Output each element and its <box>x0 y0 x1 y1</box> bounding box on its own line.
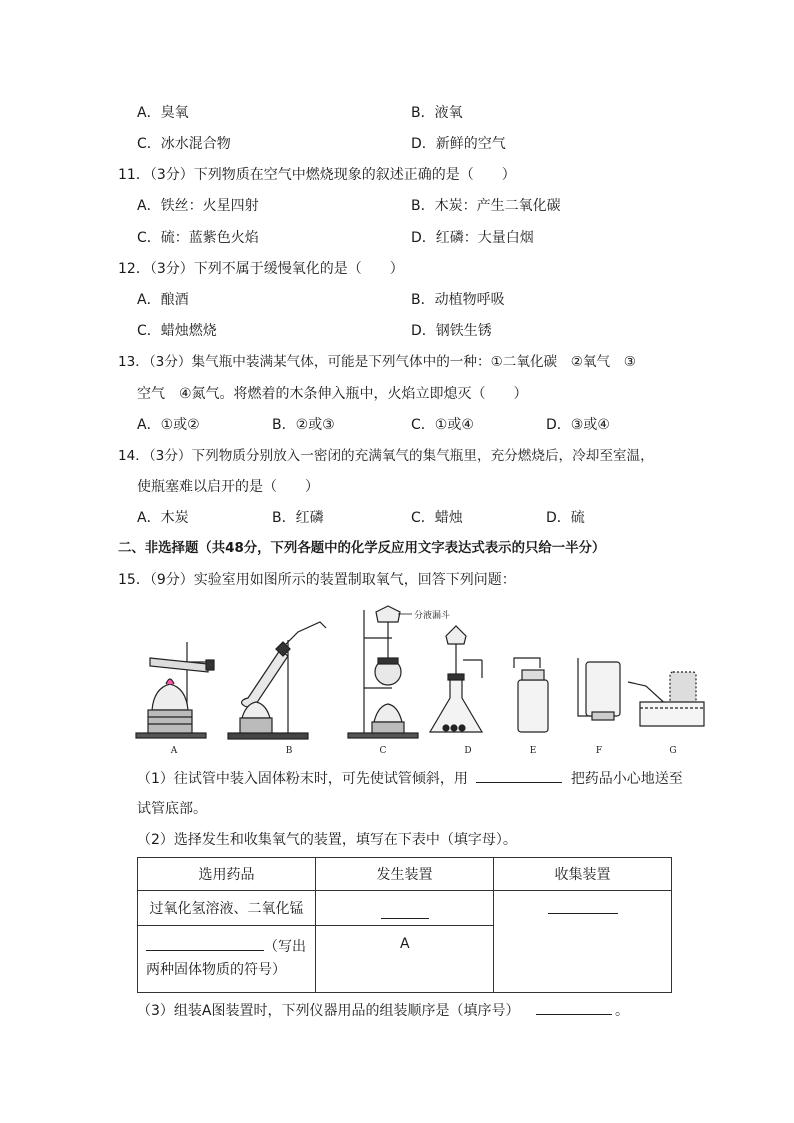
q15-stem: 15．（9分）实验室用如图所示的装置制取氧气，回答下列问题： <box>118 572 516 588</box>
q15-part3 <box>137 1000 629 1021</box>
q13-option-d: D．③或④ <box>546 417 610 433</box>
q15-part3-end: 。 <box>614 1003 629 1019</box>
q15-part1-text-b: 把药品小心地送至 <box>570 771 683 787</box>
apparatus-c <box>348 606 418 738</box>
label-f: F <box>595 746 603 756</box>
row1-generator-blank[interactable] <box>381 904 429 919</box>
label-a: A <box>170 746 178 756</box>
apparatus-e <box>514 658 548 732</box>
table-row2-generator: A <box>316 926 494 993</box>
q11-option-a: A．铁丝：火星四射 <box>137 198 259 214</box>
funnel-label: 分液漏斗 <box>414 611 451 621</box>
q11-option-d: D．红磷：大量白烟 <box>411 230 534 246</box>
q15-part1-line1 <box>137 768 683 789</box>
q13-stem-line1: 13．（3分）集气瓶中装满某气体，可能是下列气体中的一种：①二氧化碳 ②氧气 ③ <box>118 354 636 370</box>
answer-table <box>137 857 672 993</box>
q10-option-c: C．冰水混合物 <box>137 136 231 152</box>
q12-option-a: A．酿酒 <box>137 292 189 308</box>
q15-part1-text-a: （1）往试管中装入固体粉末时，可先使试管倾斜，用 <box>137 771 468 787</box>
table-header-collector: 收集装置 <box>494 858 672 891</box>
apparatus-d <box>430 626 482 732</box>
q12-option-d: D．钢铁生锈 <box>411 323 492 339</box>
q15-part1-line2: 试管底部。 <box>137 801 207 817</box>
table-header-drug: 选用药品 <box>138 858 316 891</box>
table-row1-drug: 过氧化氢溶液、二氧化锰 <box>138 891 316 926</box>
apparatus-figure <box>130 600 710 760</box>
label-g: G <box>669 746 677 756</box>
q12-stem: 12．（3分）下列不属于缓慢氧化的是（ ） <box>118 261 404 277</box>
row2-drug-suffix: （写出 <box>264 939 306 955</box>
q14-stem-line2: 使瓶塞难以启开的是（ ） <box>137 479 319 495</box>
apparatus-g <box>628 672 704 726</box>
q11-stem: 11．（3分）下列物质在空气中燃烧现象的叙述正确的是（ ） <box>118 167 516 183</box>
row2-drug-blank[interactable] <box>146 936 264 951</box>
q13-stem-line2: 空气 ④氮气。将燃着的木条伸入瓶中，火焰立即熄灭（ ） <box>137 386 528 402</box>
q12-option-c: C．蜡烛燃烧 <box>137 323 217 339</box>
q15-part3-text: （3）组装A图装置时，下列仪器用品的组装顺序是（填序号） <box>137 1003 520 1019</box>
apparatus-b <box>228 622 326 739</box>
q13-option-b: B．②或③ <box>272 417 335 433</box>
q15-part3-blank[interactable] <box>536 1000 612 1015</box>
table-header-generator: 发生装置 <box>316 858 494 891</box>
label-e: E <box>529 746 537 756</box>
q13-option-a: A．①或② <box>137 417 200 433</box>
q11-option-c: C．硫：蓝紫色火焰 <box>137 230 259 246</box>
q13-option-c: C．①或④ <box>411 417 474 433</box>
row2-drug-line2: 两种固体物质的符号） <box>146 962 286 978</box>
collector-blank[interactable] <box>548 899 618 914</box>
apparatus-f <box>578 658 620 720</box>
q15-part2: （2）选择发生和收集氧气的装置，填写在下表中（填字母）。 <box>137 832 517 848</box>
q10-option-b: B．液氧 <box>411 105 463 121</box>
apparatus-a <box>136 642 214 738</box>
q10-option-a: A．臭氧 <box>137 105 189 121</box>
q11-option-b: B．木炭：产生二氧化碳 <box>411 198 561 214</box>
label-b: B <box>285 746 293 756</box>
q12-option-b: B．动植物呼吸 <box>411 292 505 308</box>
q14-option-b: B．红磷 <box>272 510 324 526</box>
table-collector-cell <box>494 891 672 993</box>
table-row1-generator <box>316 891 494 926</box>
section-2-heading: 二、非选择题（共48分，下列各题中的化学反应用文字表达式表示的只给一半分） <box>118 541 606 556</box>
table-row2-drug <box>138 926 316 993</box>
q14-stem-line1: 14．（3分）下列物质分别放入一密闭的充满氧气的集气瓶里，充分燃烧后，冷却至室温， <box>118 448 654 464</box>
q14-option-c: C．蜡烛 <box>411 510 463 526</box>
label-c: C <box>379 746 387 756</box>
q15-part1-blank[interactable] <box>476 768 562 783</box>
q10-option-d: D．新鲜的空气 <box>411 136 506 152</box>
q14-option-a: A．木炭 <box>137 510 189 526</box>
q14-option-d: D．硫 <box>546 510 585 526</box>
label-d: D <box>464 746 472 756</box>
